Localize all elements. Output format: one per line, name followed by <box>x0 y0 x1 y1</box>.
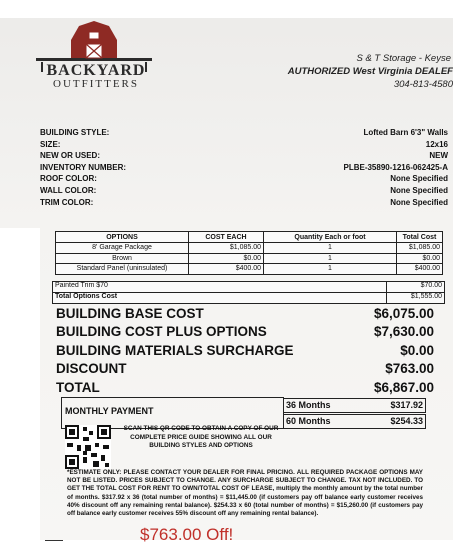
info-label: NEW OR USED: <box>40 151 100 161</box>
divider <box>45 540 63 541</box>
col-header: Quantity Each or foot <box>264 232 397 243</box>
plan-months: 36 Months <box>286 400 331 410</box>
info-row <box>40 163 448 175</box>
table-row <box>56 253 443 264</box>
col-header: COST EACH <box>189 232 264 243</box>
discount-stamp: $763.00 Off! <box>140 525 234 544</box>
plan-amount: $254.33 <box>390 416 423 426</box>
dealer-block <box>288 52 453 91</box>
qr-caption: SCAN THIS QR CODE TO OBTAIN A COPY OF OUR COMPLETE PRICE GUIDE SHOWING ALL OUR BUILDING STYLES AND OPTIONS <box>123 425 279 449</box>
cost-label: BUILDING MATERIALS SURCHARGE <box>56 342 294 358</box>
dealer-name: S & T Storage - Keyse <box>356 53 451 64</box>
plan-months: 60 Months <box>286 416 331 426</box>
disclaimer: *ESTIMATE ONLY: PLEASE CONTACT YOUR DEALER FOR FINAL PRICING. ALL REQUIRED PACKAGE OPTIONS MAY NOT BE LISTED. PRICES SUBJECT TO CHANGE. ANY SURCHARGE SUBJECT TO CHANGE. TAX NOT INCLUDED. TO GET THE TOTAL COST FOR RENT TO OWN/TOTAL COST OF LEASE, multiply the monthly amount by the total number of months. $317.92 x 36 (total number of months) = $11,445.00 (if customers pay off balance early customer receives 40% discount off any remaining rental balance). $254.33 x 60 (total number of months) = $15,260.00 (if customers pay off balance early customer receives 55% discount off any remaining rental balance). <box>67 469 423 518</box>
total-options-value: $1,555.00 <box>410 293 442 300</box>
plan-row <box>283 398 426 413</box>
total-options-row <box>52 292 445 304</box>
info-value: PLBE-35890-1216-062425-A <box>343 162 448 172</box>
info-row <box>40 151 448 163</box>
cost-row <box>56 380 434 398</box>
info-value: 12x16 <box>425 139 448 149</box>
table-row <box>56 264 443 275</box>
cost-row <box>56 306 434 324</box>
brand-tagline: OUTFITTERS <box>53 78 139 90</box>
info-label: SIZE: <box>40 139 61 149</box>
cost-value: $7,630.00 <box>373 324 434 340</box>
table-cell: 1 <box>264 264 397 275</box>
cost-label: DISCOUNT <box>56 361 127 377</box>
info-value: None Specified <box>390 174 448 184</box>
cell-divider <box>386 293 387 303</box>
info-row <box>40 128 448 140</box>
cell-divider <box>386 282 387 292</box>
plan-row <box>283 414 426 429</box>
table-cell: $400.00 <box>397 264 443 275</box>
info-row <box>40 140 448 152</box>
info-label: WALL COLOR: <box>40 185 97 195</box>
cost-row <box>56 361 434 379</box>
info-row <box>40 186 448 198</box>
dealer-authorized: AUTHORIZED West Virginia DEALEF <box>287 66 453 77</box>
cost-label: BUILDING COST PLUS OPTIONS <box>56 324 267 340</box>
qr-code-icon[interactable] <box>65 425 111 469</box>
cost-summary <box>56 306 434 398</box>
cost-row <box>56 343 434 361</box>
options-header-row <box>56 232 443 243</box>
painted-trim-value: $70.00 <box>420 282 442 289</box>
cost-value: $0.00 <box>400 342 434 358</box>
table-cell: $1,085.00 <box>397 243 443 254</box>
cost-label: BUILDING BASE COST <box>56 306 204 321</box>
table-cell: 8' Garage Package <box>56 243 189 254</box>
info-label: BUILDING STYLE: <box>40 128 110 137</box>
info-value: Lofted Barn 6'3" Walls <box>363 128 448 137</box>
options-table <box>55 231 443 275</box>
background-strip-left <box>0 228 40 551</box>
table-cell: Brown <box>56 253 189 264</box>
cost-value: $6,075.00 <box>373 306 434 321</box>
cost-label: TOTAL <box>56 379 100 395</box>
table-cell: $1,085.00 <box>189 243 264 254</box>
table-cell: $400.00 <box>189 264 264 275</box>
info-label: TRIM COLOR: <box>40 197 94 207</box>
painted-trim-label: Painted Trim $70 <box>55 282 108 289</box>
cost-value: $763.00 <box>385 361 434 377</box>
info-value: None Specified <box>390 185 448 195</box>
cost-value: $6,867.00 <box>373 379 434 395</box>
table-cell: 1 <box>264 243 397 254</box>
table-cell: 1 <box>264 253 397 264</box>
info-label: INVENTORY NUMBER: <box>40 162 127 172</box>
table-cell: Standard Panel (uninsulated) <box>56 264 189 275</box>
table-cell: $0.00 <box>189 253 264 264</box>
col-header: OPTIONS <box>56 232 189 243</box>
table-cell: $0.00 <box>397 253 443 264</box>
payment-plans <box>283 398 426 430</box>
info-value: NEW <box>429 151 448 161</box>
total-options-label: Total Options Cost <box>55 293 118 300</box>
cost-row <box>56 324 434 342</box>
building-info <box>40 128 448 209</box>
info-value: None Specified <box>390 197 448 207</box>
dealer-phone: 304-813-4580 <box>393 79 453 90</box>
info-row <box>40 198 448 210</box>
col-header: Total Cost <box>397 232 443 243</box>
table-row <box>56 243 443 254</box>
background-strip-top <box>0 0 453 18</box>
brand-name: BACKYARD <box>46 62 146 79</box>
monthly-payment-label: MONTHLY PAYMENT <box>65 406 154 416</box>
info-label: ROOF COLOR: <box>40 174 97 184</box>
info-row <box>40 174 448 186</box>
plan-amount: $317.92 <box>390 400 423 410</box>
